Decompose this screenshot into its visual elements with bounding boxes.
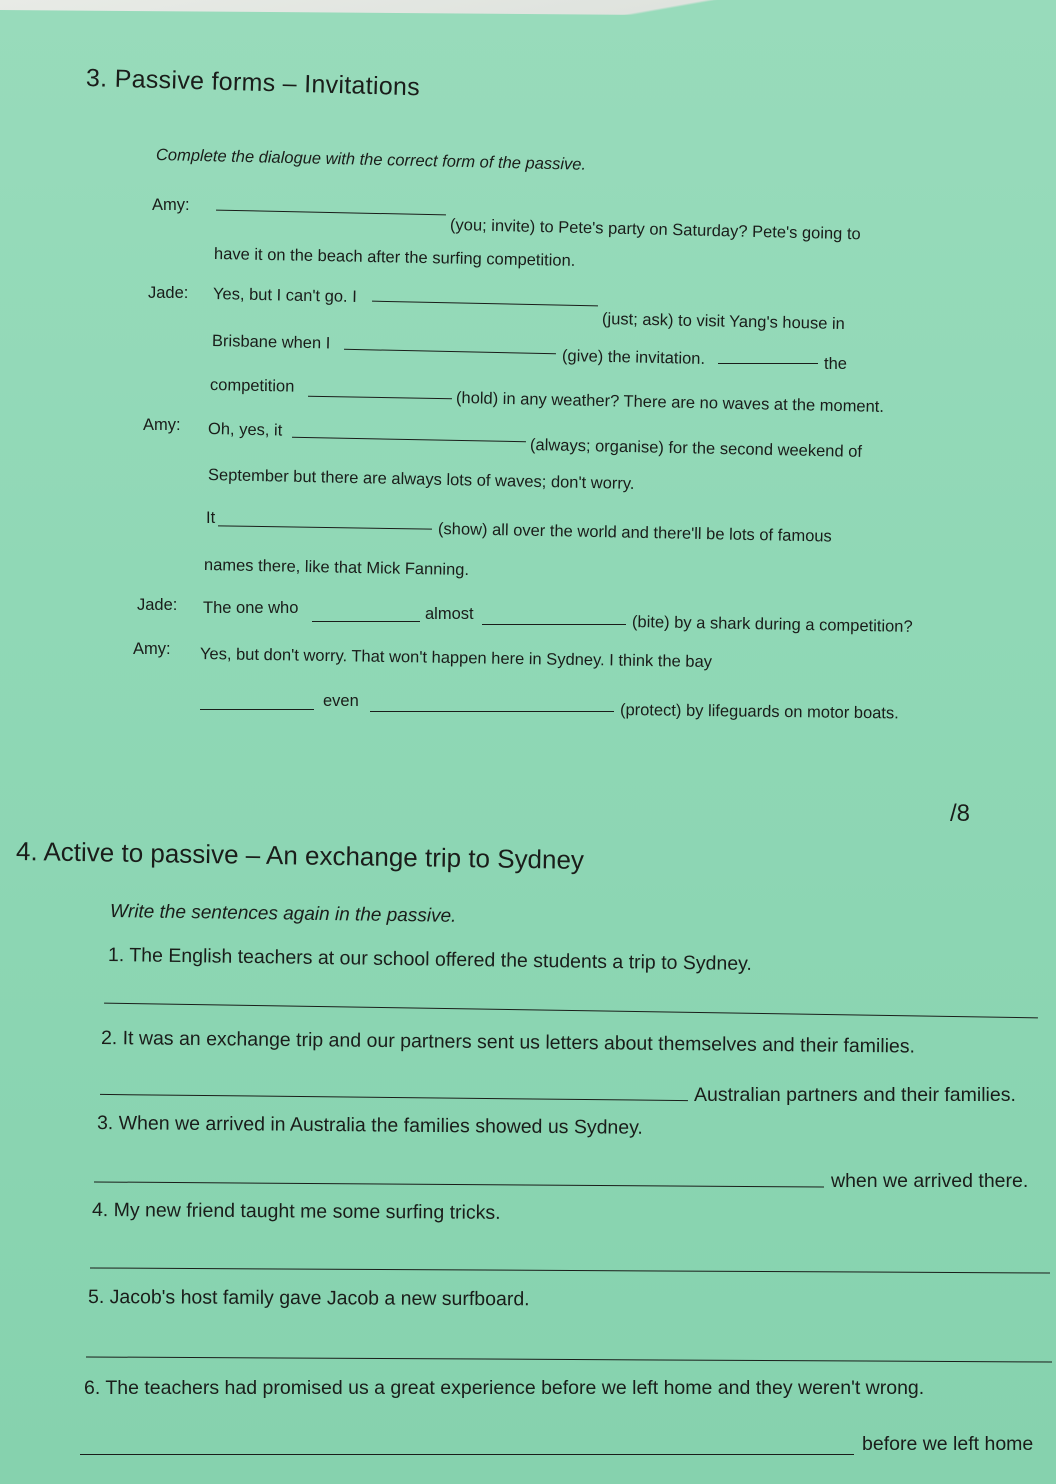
sentence-3-tail: when we arrived there. — [831, 1170, 1029, 1192]
dialogue-line-5a: competition — [209, 376, 295, 396]
section3-title: 3. Passive forms – Invitations — [85, 64, 421, 102]
section4-title: 4. Active to passive – An exchange trip to Sydney — [15, 836, 585, 875]
dialogue-line-7: September but there are always lots of waves; don't worry. — [207, 466, 635, 493]
sentence-6-tail: before we left home — [862, 1433, 1034, 1455]
dialogue-line-4c: the — [824, 355, 847, 373]
sentence-3: 3. When we arrived in Australia the families showed us Sydney. — [96, 1112, 643, 1139]
answer-line-2[interactable] — [100, 1094, 688, 1101]
dialogue-line-3a: Yes, but I can't go. I — [212, 285, 357, 307]
dialogue-line-12b: (protect) by lifeguards on motor boats. — [619, 701, 899, 723]
dialogue-line-1: (you; invite) to Pete's party on Saturday? Pete's going to — [449, 216, 861, 244]
dialogue-line-4b: (give) the invitation. — [561, 347, 706, 368]
answer-line-1[interactable] — [104, 1003, 1038, 1019]
sentence-2-tail: Australian partners and their families. — [694, 1084, 1016, 1106]
dialogue-line-8a: It — [206, 509, 216, 527]
dialogue-line-4a: Brisbane when I — [211, 332, 331, 353]
dialogue-line-6b: (always; organise) for the second weekend of — [529, 436, 863, 461]
dialogue-line-8b: (show) all over the world and there'll be lots of famous — [437, 520, 832, 546]
answer-blank-3[interactable] — [344, 349, 556, 354]
dialogue-line-11: Yes, but don't worry. That won't happen here in Sydney. I think the bay — [199, 645, 713, 672]
sentence-5: 5. Jacob's host family gave Jacob a new surfboard. — [87, 1286, 530, 1311]
dialogue-line-12a: even — [323, 692, 359, 710]
dialogue-line-6a: Oh, yes, it — [207, 420, 283, 440]
sentence-1: 1. The English teachers at our school offered the students a trip to Sydney. — [107, 944, 752, 975]
dialogue-line-10b: almost — [425, 605, 474, 623]
answer-line-5[interactable] — [86, 1356, 1052, 1362]
speaker-amy-3: Amy: — [133, 640, 171, 658]
speaker-amy-1: Amy: — [152, 196, 190, 214]
sentence-4: 4. My new friend taught me some surfing tricks. — [91, 1199, 501, 1224]
speaker-jade-1: Jade: — [148, 284, 189, 302]
dialogue-line-3b: (just; ask) to visit Yang's house in — [601, 310, 845, 334]
dialogue-line-9: names there, like that Mick Fanning. — [203, 556, 470, 580]
speaker-amy-2: Amy: — [143, 416, 181, 434]
answer-blank-2[interactable] — [372, 301, 598, 307]
sentence-6: 6. The teachers had promised us a great experience before we left home and they weren't wrong. — [84, 1377, 925, 1399]
answer-blank-4[interactable] — [718, 363, 818, 364]
section3-instruction: Complete the dialogue with the correct form of the passive. — [155, 146, 587, 174]
dialogue-line-5b: (hold) in any weather? There are no waves at the moment. — [455, 389, 885, 416]
answer-blank-11[interactable] — [370, 711, 614, 712]
answer-blank-10[interactable] — [200, 709, 314, 710]
sentence-2: 2. It was an exchange trip and our partners sent us letters about themselves and their families. — [100, 1027, 916, 1058]
answer-line-4[interactable] — [90, 1267, 1050, 1273]
answer-blank-9[interactable] — [482, 624, 626, 625]
dialogue-line-10a: The one who — [203, 599, 299, 617]
answer-blank-5[interactable] — [308, 396, 452, 400]
dialogue-line-10c: (bite) by a shark during a competition? — [631, 613, 913, 636]
speaker-jade-2: Jade: — [137, 596, 178, 614]
answer-line-3[interactable] — [94, 1181, 824, 1187]
answer-blank-6[interactable] — [292, 437, 526, 442]
desk-background — [0, 0, 1056, 40]
answer-blank-1[interactable] — [216, 210, 446, 216]
dialogue-line-2: have it on the beach after the surfing competition. — [213, 245, 576, 270]
section4-instruction: Write the sentences again in the passive. — [109, 901, 457, 927]
answer-line-6[interactable] — [80, 1454, 854, 1455]
section3-score: /8 — [950, 800, 971, 827]
answer-blank-8[interactable] — [312, 621, 420, 622]
answer-blank-7[interactable] — [218, 525, 432, 529]
